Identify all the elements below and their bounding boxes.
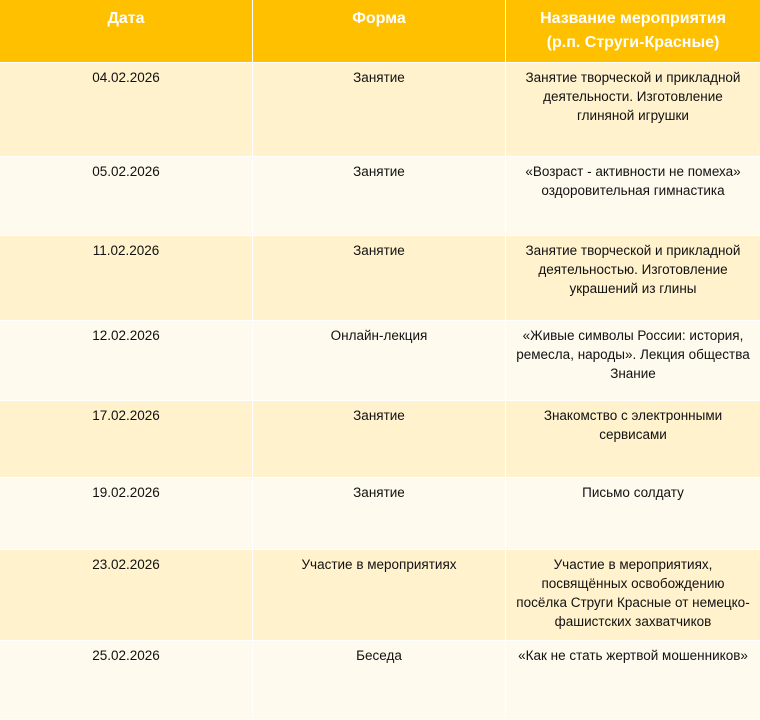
row-4-form: Онлайн-лекция [253,321,506,401]
row-1-date: 04.02.2026 [0,63,253,157]
row-2-form: Занятие [253,157,506,236]
row-7-date: 23.02.2026 [0,550,253,641]
row-2-name: «Возраст - активности не помеха» оздоровительная гимнастика [506,157,760,236]
row-5-form: Занятие [253,401,506,478]
header-name-line1: Название мероприятия [540,10,726,27]
row-3-name: Занятие творческой и прикладной деятельностью. Изготовление украшений из глины [506,236,760,321]
header-name-line2: (р.п. Струги-Красные) [546,34,720,51]
row-5-name: Знакомство с электронными сервисами [506,401,760,478]
row-7-name: Участие в мероприятиях, посвящённых освобождению посёлка Струги Красные от немецко-фашистских захватчиков [506,550,760,641]
header-name [506,0,760,63]
row-8-date: 25.02.2026 [0,641,253,720]
header-form: Форма [253,0,506,63]
row-1-name: Занятие творческой и прикладной деятельности. Изготовление глиняной игрушки [506,63,760,157]
row-6-form: Занятие [253,478,506,550]
row-3-form: Занятие [253,236,506,321]
row-7-form: Участие в мероприятиях [253,550,506,641]
header-date: Дата [0,0,253,63]
row-4-date: 12.02.2026 [0,321,253,401]
row-8-name: «Как не стать жертвой мошенников» [506,641,760,720]
row-6-date: 19.02.2026 [0,478,253,550]
row-2-date: 05.02.2026 [0,157,253,236]
row-3-date: 11.02.2026 [0,236,253,321]
row-1-form: Занятие [253,63,506,157]
row-6-name: Письмо солдату [506,478,760,550]
row-4-name: «Живые символы России: история, ремесла, народы». Лекция общества Знание [506,321,760,401]
row-8-form: Беседа [253,641,506,720]
row-5-date: 17.02.2026 [0,401,253,478]
